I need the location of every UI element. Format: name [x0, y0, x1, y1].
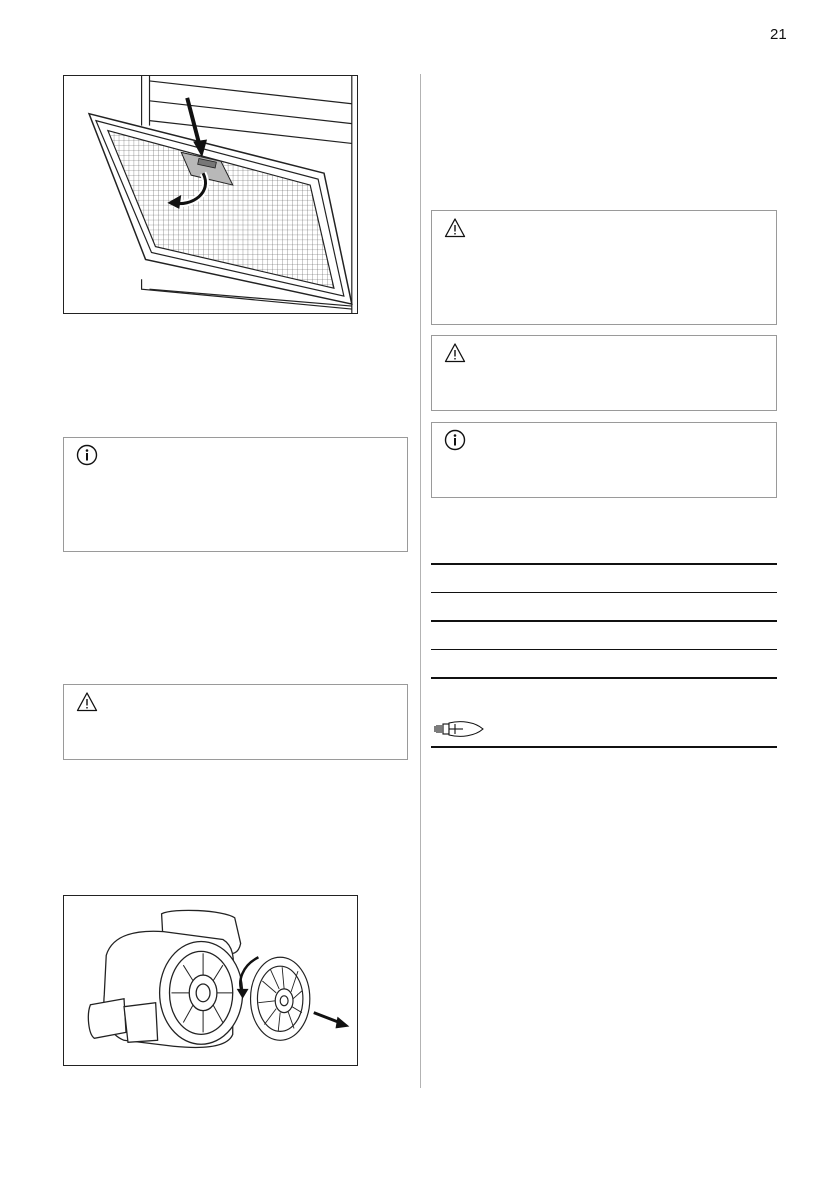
table-row-rule [431, 649, 777, 650]
grease-filter-drawing [64, 76, 357, 313]
info-notice-box [63, 437, 408, 552]
table-row-rule [431, 592, 777, 593]
warning-icon [444, 342, 466, 364]
column-divider [420, 74, 421, 1088]
table-bottom-rule [431, 746, 777, 748]
warning-icon [444, 217, 466, 239]
warning-icon [76, 691, 98, 713]
info-icon [444, 429, 466, 451]
page-number: 21 [770, 26, 787, 43]
light-bulb-icon [433, 718, 485, 740]
info-icon [76, 444, 98, 466]
carbon-filter-illustration [63, 895, 358, 1066]
grease-filter-illustration [63, 75, 358, 314]
table-section-rule [431, 620, 777, 622]
warning-notice-box [63, 684, 408, 760]
carbon-filter-drawing [64, 896, 357, 1065]
info-notice-box [431, 422, 777, 498]
warning-notice-box [431, 210, 777, 325]
table-top-rule [431, 563, 777, 565]
table-section-rule [431, 677, 777, 679]
warning-notice-box [431, 335, 777, 411]
